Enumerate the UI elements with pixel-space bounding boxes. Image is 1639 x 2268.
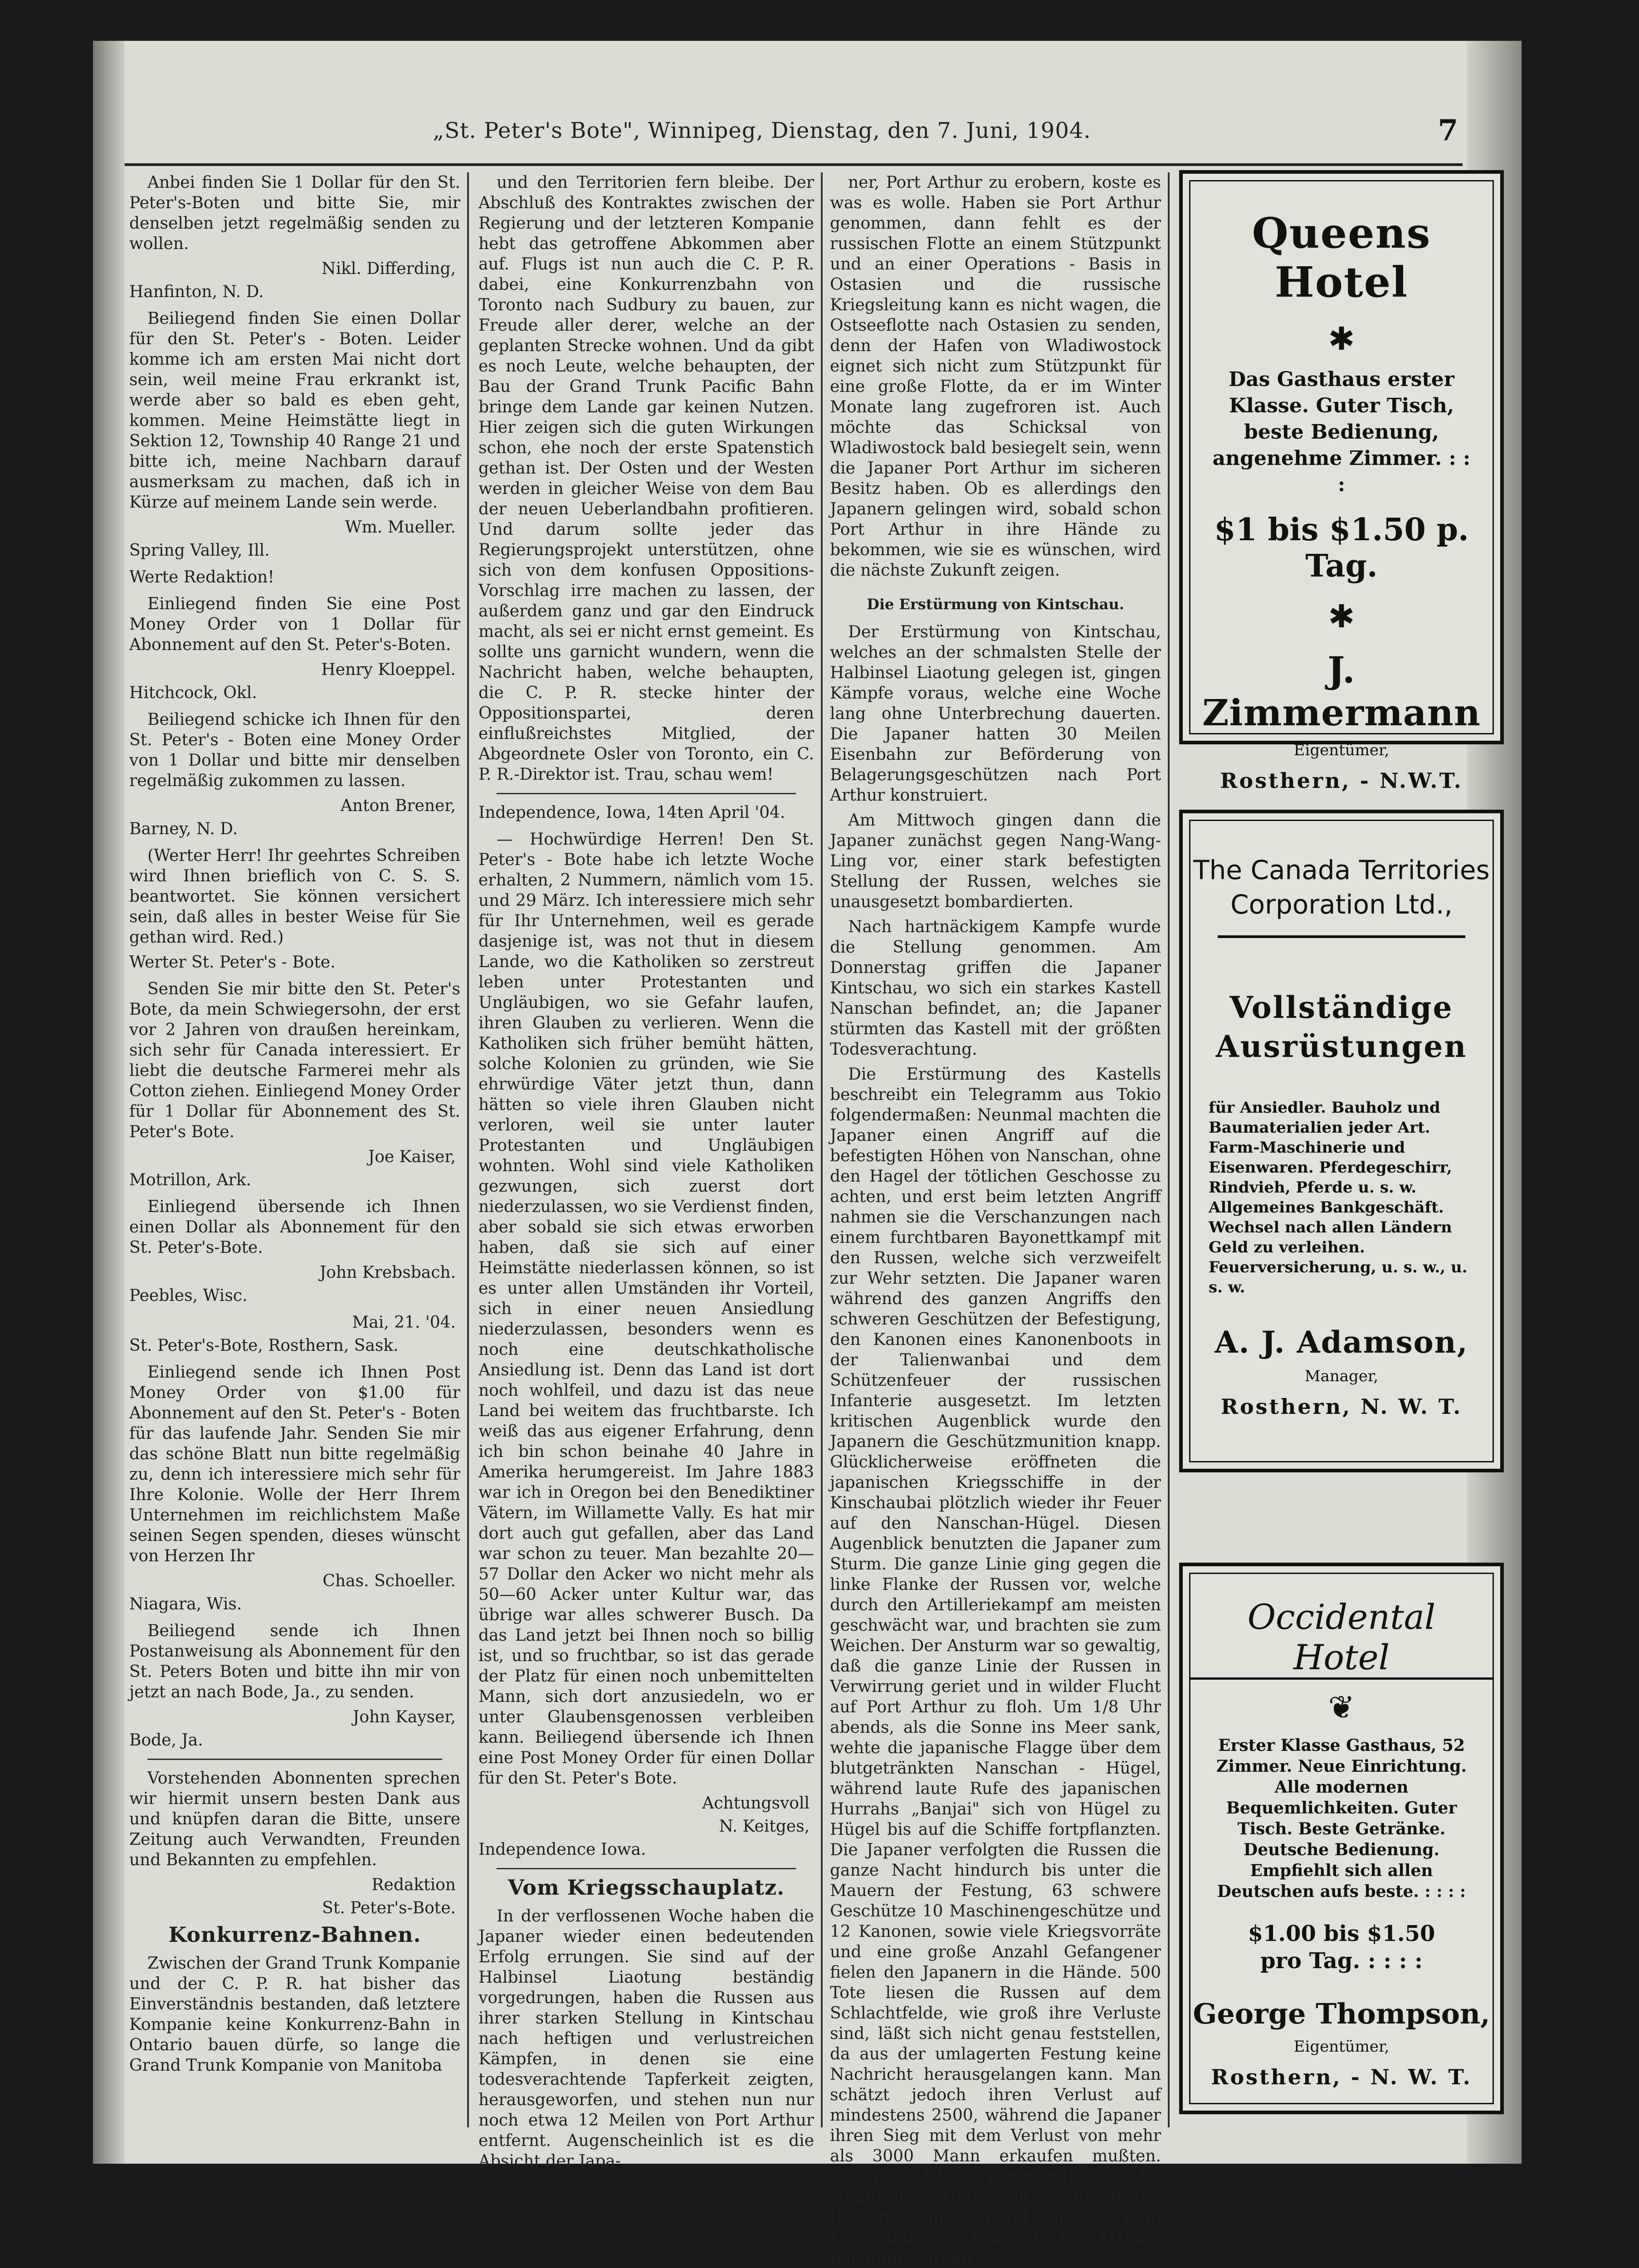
ad-owner-name: George Thompson, — [1193, 1997, 1490, 2030]
letter-text: — Hochwürdige Herren! Den St. Peter's - Bote habe ich letzte Woche erhalten, 2 Nummern, nämlich vom 15. und 29 März. Ich interessiere mich sehr für Ihr Unternehmen, weil es gerade dasjenige ist, was not thut in diesem Lande, wo die Katholiken so zerstreut leben unter Protestanten und Ungläubigen, wo sie Gefahr laufen, ihren Glauben zu verlieren. Wenn die Katholiken sich früher bemüht hätten, solche Kolonien zu gründen, wie Sie ehrwürdige Väter jetzt thun, dann hätten so viele ihren Glauben nicht verloren, weil sie unter lauter Protestanten und Ungläubigen wohnten. Wohl sind viele Katholiken gezwungen, sich zuerst dort niederzulassen, wo sie Verdienst finden, aber sobald sie sich etwas erworben haben, daß sie sich auf einer Heimstätte niederlassen können, so ist es unter allen Umständen ihr Vorteil, sich in einer neuen Ansiedlung niederzulassen, besonders wenn es noch eine deutschkatholische Ansiedlung ist. Denn das Land ist dort noch wohlfeil, und dazu ist das neue Land bei weitem das fruchtbarste. Ich weiß das aus eigener Erfahrung, denn ich bin schon beinahe 40 Jahre in Amerika herumgereist. Im Jahre 1883 war ich in Oregon bei den Benediktiner Vätern, im Willamette Vally. Es hat mir dort auch gut gefallen, aber das Land war schon zu teuer. Man bezahlte 20—57 Dollar den Acker wo nicht mehr als 50—60 Acker unter Kultur war, das übrige war alles schwerer Busch. Da das Land jetzt bei Ihnen noch so billig ist, und so fruchtbar, so ist das gerade der Platz für einen noch unbemittelten Mann, sich dort anzusiedeln, wo er unter Glaubensgenossen verbleiben kann. Beiliegend übersende ich Ihnen eine Post Money Order für einen Dollar für den St. Peter's Bote. — [478, 830, 814, 1788]
column-rule — [467, 172, 469, 2127]
letter-text: Einliegend sende ich Ihnen Post Money Order von $1.00 für Abonnement auf den St. Peter's - Boten für das laufende Jahr. Senden Sie mir das schöne Blatt nun bitte regelmäßig zu, denn ich interessiere mich sehr für Ihre Kolonie. Wolle der Herr Ihrem Unternehmen im reichlichstem Maße seinen Segen spenden, dieses wünscht von Herzen Ihr — [129, 1363, 460, 1565]
ad-company-line: The Canada Territories — [1193, 855, 1490, 885]
divider — [147, 1759, 442, 1760]
queens-hotel-ad — [1179, 170, 1504, 793]
article-paragraph: Der Erstürmung von Kintschau, welches an der schmalsten Stelle der Halbinsel Liaotung gelegen ist, gingen Kämpfe voraus, welche eine Woche lang ohne Unterbrechung dauerten. Die Japaner hatten 30 Meilen Eisenbahn zur Beförderung von Belagerungsgeschützen nach Port Arthur konstruiert. — [830, 623, 1161, 805]
letter-text: Beiliegend schicke ich Ihnen für den St. Peter's - Boten eine Money Order von 1 Dollar und bitte mir denselben regelmäßig zukommen zu lassen. — [129, 710, 460, 790]
column-2 — [478, 172, 814, 2170]
letter-signature: Henry Kloeppel. — [321, 660, 456, 679]
article-paragraph: In der verflossenen Woche haben die Japaner wieder einen bedeutenden Erfolg errungen. Sie sind auf der Halbinsel Liaotung beständig vorgedrungen, haben die Russen aus ihrer starken Stellung in Kintschau nach heftigen und verlustreichen Kämpfen, in denen sie eine todesverachtende Tapferkeit zeigten, herausgeworfen, und stehen nun nur noch etwa 12 Meilen von Port Arthur entfernt. Augenscheinlich ist es die Absicht der Japa- — [478, 1907, 814, 2170]
ad-inner-border — [1189, 1573, 1494, 2104]
ad-price-line: pro Tag. : : : : — [1260, 1948, 1423, 1974]
ad-manager-role: Manager, — [1304, 1367, 1379, 1385]
ad-location: Rosthern, - N. W. T. — [1211, 2065, 1472, 2089]
letter-text: Einliegend übersende ich Ihnen einen Dollar als Abonnement für den St. Peter's-Bote. — [129, 1198, 460, 1257]
canada-territories-ad — [1179, 810, 1504, 1472]
header-title: „St. Peter's Bote", Winnipeg, Dienstag, den 7. Juni, 1904. — [433, 118, 1091, 143]
divider — [497, 793, 796, 794]
ad-title: Occidental Hotel — [1190, 1597, 1493, 1680]
letter-place: Peebles, Wisc. — [129, 1286, 248, 1305]
letter-signature: Chas. Schoeller. — [322, 1572, 456, 1590]
letter-address: St. Peter's-Bote, Rosthern, Sask. — [129, 1336, 399, 1355]
letter-greeting: Werter St. Peter's - Bote. — [129, 953, 336, 972]
ad-inner-border — [1189, 180, 1494, 793]
article-paragraph: Nach hartnäckigem Kampfe wurde die Stellung genommen. Am Donnerstag griffen die Japaner Kintschau, wo sich ein starkes Kastell Nanschan befindet, an; die Japaner stürmten das Kastell mit der größten Todesverachtung. — [830, 918, 1161, 1059]
editor-reply: (Werter Herr! Ihr geehrtes Schreiben wird Ihnen brieflich von C. S. S. beantwortet. Sie können versichert sein, daß alles in bester Weise für Sie gethan wird. Red.) — [129, 846, 460, 947]
letter-place: Barney, N. D. — [129, 820, 238, 838]
divider — [1218, 935, 1465, 938]
ad-owner-role: Eigentümer, — [1293, 741, 1390, 759]
article-paragraph: Die Erstürmung des Kastells beschreibt ein Telegramm aus Tokio folgendermaßen: Neunmal machten die Japaner einen Angriff auf die befestigten Höhen von Nanschan, ohne den Hagel der tötlichen Geschosse zu achten, und erst beim letzten Angriff nahmen sie die Verschanzungen nach einem furchtbaren Bayonettkampf mit den Russen, welche sich verzweifelt zur Wehr setzten. Die Japaner waren während des ganzen Angriffs den schweren Geschützen der Befestigung, den Kanonen eines Kanonenboots in der Talienwanbai und dem Schützenfeuer der russischen Infanterie ausgesetzt. Im letzten kritischen Augenblick wurde den Japanern die Geschützmunition knapp. Glücklicherweise eröffneten die japanischen Kriegsschiffe in der Kinschaubai plötzlich wieder ihr Feuer auf den Nanschan-Hügel. Diesen Augenblick benutzten die Japaner zum Sturm. Die ganze Linie ging gegen die linke Flanke der Russen vor, welche durch den Artilleriekampf am meisten geschwächt war, und brachten sie zum Weichen. Der Ansturm war so gewaltig, daß die ganze Linie der Russen in Verwirrung geriet und in wilder Flucht auf Port Arthur zu floh. Um 1/8 Uhr abends, als die Sonne ins Meer sank, wehte die japanische Flagge über dem blutgetränkten Nanschan - Hügel, während laute Rufe des japanischen Hurrahs „Banjai" sich von Hügel zu Hügel bis auf die Schiffe fortpflanzten. Die Japaner verfolgten die Russen die ganze Nacht hindurch bis unter die Mauern der Festung, 63 schwere Geschütze 10 Maschinengeschütze und 12 Kanonen, sowie viele Kriegsvorräte und eine große Anzahl Gefangener fielen den Japanern in die Hände. 500 Tote liesen die Russen auf dem Schlachtfelde, wie groß ihre Verluste sind, läßt sich nicht genau feststellen, da aus der umlagerten Festung keine Nachricht herausgelangen kann. Man schätzt jedoch ihren Verlust auf mindestens 2500, während die Japaner ihren Sieg mit dem Verlust von mehr als 3000 Mann erkaufen mußten. General Oku kommandierte die japanische Streitmacht, während die Russen vom General Stößel, dem Kommandeur von Port Arthurs befehligt wurden. — [830, 1065, 1161, 2268]
ad-price: $1 bis $1.50 p. Tag. — [1214, 512, 1469, 584]
letter-greeting: Werte Redaktion! — [129, 568, 274, 587]
letter-signature: Wm. Mueller. — [345, 518, 456, 537]
letter-signature: Achtungsvoll — [702, 1794, 810, 1813]
letter-dateline: Independence, Iowa, 14ten April '04. — [478, 803, 785, 822]
ad-body: für Ansiedler. Bauholz und Baumaterialien jeder Art. Farm-Maschinerie und Eisenwaren. Pferdegeschirr, Rindvieh, Pferde u. s. w. Allgemeines Bankgeschäft. Wechsel nach allen Ländern Geld zu verleihen. Feuerversicherung, u. s. w., u. s. w. — [1209, 1099, 1468, 1296]
letter-text: Einliegend finden Sie eine Post Money Order von 1 Dollar für Abonnement auf den St. Peter's-Boten. — [129, 595, 460, 654]
page-header — [125, 113, 1463, 166]
letter-signature: Nikl. Differding, — [322, 259, 456, 278]
ad-body: Das Gasthaus erster Klasse. Guter Tisch, beste Bedienung, angenehme Zimmer. : : : — [1212, 368, 1471, 496]
letter-place: Independence Iowa. — [478, 1840, 646, 1859]
letter-place: Motrillon, Ark. — [129, 1171, 251, 1189]
letter-signature: John Krebsbach. — [319, 1263, 456, 1282]
article-heading: Vom Kriegsschauplatz. — [507, 1875, 785, 1900]
ad-headline — [1190, 988, 1493, 1066]
letter-date: Mai, 21. '04. — [352, 1313, 456, 1332]
article-subheading: Die Erstürmung von Kintschau. — [867, 596, 1124, 613]
letter-place: Hanfinton, N. D. — [129, 283, 264, 301]
ad-price-line: $1.00 bis $1.50 — [1248, 1921, 1435, 1946]
divider — [497, 1868, 796, 1869]
letter-place: Bode, Ja. — [129, 1731, 203, 1750]
occidental-hotel-ad — [1179, 1563, 1504, 2114]
column-3 — [830, 172, 1161, 2268]
star-ornament-icon: ✱ — [1328, 598, 1355, 635]
editorial-signature: St. Peter's-Bote. — [322, 1899, 456, 1917]
article-paragraph: Zwischen der Grand Trunk Kompanie und der C. P. R. hat bisher das Einverständnis bestanden, daß letztere Kompanie keine Konkurrenz-Bahn in Ontario bauen dürfe, so lange die Grand Trunk Kompanie von Manitoba — [129, 1954, 460, 2075]
page-number: 7 — [1438, 113, 1458, 147]
letter-signature: Joe Kaiser, — [368, 1148, 456, 1166]
ad-location: Rosthern, N. W. T. — [1220, 1394, 1463, 1419]
column-rule — [821, 172, 823, 2127]
ad-owner-name: J. Zimmermann — [1202, 649, 1481, 734]
star-ornament-icon: ✱ — [1328, 320, 1355, 357]
ad-company-name — [1190, 853, 1493, 922]
letter-place: Spring Valley, Ill. — [129, 541, 270, 560]
page-fold-shadow — [93, 41, 125, 2164]
ad-title: Queens Hotel — [1252, 209, 1431, 307]
ad-body: Erster Klasse Gasthaus, 52 Zimmer. Neue Einrichtung. Alle modernen Bequemlichkeiten. Guter Tisch. Beste Getränke. Deutsche Bedienung. Empfiehlt sich allen Deutschen aufs beste. : : : : — [1216, 1736, 1467, 1901]
ad-owner-role: Eigentümer, — [1293, 2038, 1390, 2056]
column-rule — [1168, 172, 1170, 2127]
editorial-signature: Redaktion — [371, 1876, 456, 1894]
article-paragraph: Am Mittwoch gingen dann die Japaner zunächst gegen Nang-Wang-Ling vor, einer stark befestigten Stellung der Russen, welches sie unausgesetzt bombardierten. — [830, 811, 1161, 911]
letter-place: Hitchcock, Okl. — [129, 684, 257, 702]
letter-signature: N. Keitges, — [719, 1817, 810, 1836]
letter-text: Beiliegend finden Sie einen Dollar für den St. Peter's - Boten. Leider komme ich am ersten Mai nicht dort sein, weil meine Frau erkrankt ist, werde aber so bald es eben geht, kommen. Meine Heimstätte liegt in Sektion 12, Township 40 Range 21 und bitte ich, meine Nachbarn darauf ausmerksam zu machen, daß ich in Kürze auf meinem Lande sein werde. — [129, 309, 460, 512]
ad-manager-name: A. J. Adamson, — [1215, 1325, 1468, 1360]
ad-headline-line: Vollständige — [1229, 990, 1454, 1025]
article-heading: Konkurrenz-Bahnen. — [168, 1922, 421, 1947]
article-paragraph: ner, Port Arthur zu erobern, koste es was es wolle. Haben sie Port Arthur genommen, dann fehlt es der russischen Flotte an einem Stützpunkt und an einer Operations - Basis in Ostasien und die russische Kriegsleitung kann es nicht wagen, die Ostseeflotte nach Ostasien zu senden, denn der Hafen von Wladiwostock eignet sich nicht zum Stützpunkt für eine große Flotte, da er im Winter Monate lang zugefroren ist. Auch möchte das Schicksal von Wladiwostock bald besiegelt sein, wenn die Japaner Port Arthur im sicheren Besitz haben. Ob es allerdings den Japanern gelingen wird, sobald schon Port Arthur in ihre Hände zu bekommen, wie sie es wünschen, wird die nächste Zukunft zeigen. — [830, 173, 1161, 580]
editorial-note: Vorstehenden Abonnenten sprechen wir hiermit unsern besten Dank aus und knüpfen daran die Bitte, unsere Zeitung auch Verwandten, Freunden und Bekannten zu empfehlen. — [129, 1769, 460, 1869]
ad-price — [1190, 1920, 1493, 1975]
column-1 — [129, 172, 460, 2127]
newspaper-page — [93, 41, 1522, 2268]
ad-company-line: Corporation Ltd., — [1230, 889, 1453, 920]
letter-signature: Anton Brener, — [340, 797, 456, 815]
letter-text: Anbei finden Sie 1 Dollar für den St. Peter's-Boten und bitte Sie, mir denselben jetzt regelmäßig senden zu wollen. — [129, 173, 460, 253]
letter-signature: John Kayser, — [352, 1708, 456, 1726]
ad-inner-border — [1189, 820, 1494, 1462]
moth-ornament-icon: ❦ — [1328, 1689, 1355, 1726]
letter-text: Beiliegend sende ich Ihnen Postanweisung als Abonnement für den St. Peters Boten und bitte ihn mir von jetzt an nach Bode, Ja., zu senden. — [129, 1622, 460, 1701]
letter-place: Niagara, Wis. — [129, 1595, 242, 1613]
letter-text: Senden Sie mir bitte den St. Peter's Bote, da mein Schwiegersohn, der erst vor 2 Jahren von draußen hereinkam, sich sehr für Canada interessiert. Er liebt die deutsche Farmerei mehr als Cotton ziehen. Einliegend Money Order für 1 Dollar für Abonnement des St. Peter's Bote. — [129, 980, 460, 1141]
article-paragraph: und den Territorien fern bleibe. Der Abschluß des Kontraktes zwischen der Regierung und der letzteren Kompanie hebt das getroffene Abkommen aber auf. Flugs ist nun auch die C. P. R. dabei, eine Konkurrenzbahn von Toronto nach Sudbury zu bauen, zur Freude aller derer, welche an der geplanten Strecke wohnen. Und da gibt es noch Leute, welche behaupten, der Bau der Grand Trunk Pacific Bahn bringe dem Lande gar keinen Nutzen. Hier zeigen sich die guten Wirkungen schon, ehe noch der erste Spatenstich gethan ist. Der Osten und der Westen werden in gleicher Weise von dem Bau der neuen Ueberlandbahn profitieren. Und darum sollte jeder das Regierungsprojekt unterstützen, ohne sich von dem konfusen Oppositions-Vorschlag irre machen zu lassen, der außerdem ganz und gar den Eindruck macht, als sei er nicht ernst gemeint. Es sollte uns garnicht wundern, wenn die Nachricht haben, welche behaupten, die C. P. R. stecke hinter der Oppositionspartei, deren einflußreichstes Mitglied, der Abgeordnete Osler von Toronto, ein C. P. R.-Direktor ist. Trau, schau wem! — [478, 173, 814, 784]
ad-headline-line: Ausrüstungen — [1215, 1029, 1468, 1064]
ad-location: Rosthern, - N.W.T. — [1220, 768, 1463, 793]
